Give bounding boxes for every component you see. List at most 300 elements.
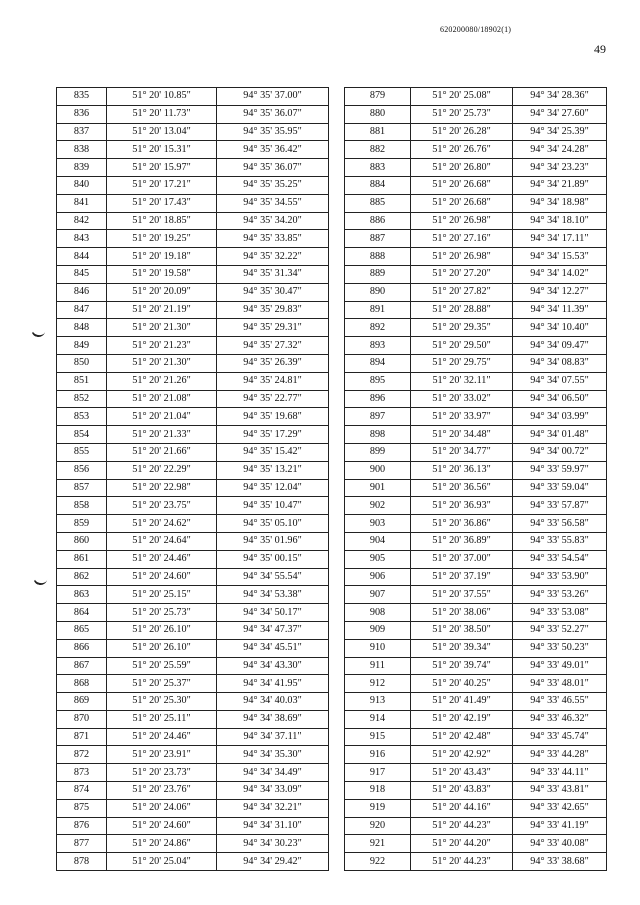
longitude-cell: 94° 35' 00.15": [217, 550, 329, 568]
point-number-cell: 886: [345, 212, 411, 230]
point-number-cell: 863: [57, 586, 107, 604]
latitude-cell: 51° 20' 26.68": [411, 176, 513, 194]
point-number-cell: 919: [345, 799, 411, 817]
latitude-cell: 51° 20' 44.23": [411, 817, 513, 835]
table-row: [345, 123, 607, 141]
longitude-cell: 94° 34' 34.49": [217, 764, 329, 782]
longitude-cell: 94° 35' 36.42": [217, 141, 329, 159]
latitude-cell: 51° 20' 19.58": [107, 265, 217, 283]
latitude-cell: 51° 20' 24.60": [107, 568, 217, 586]
longitude-cell: 94° 35' 01.96": [217, 532, 329, 550]
table-row: [57, 194, 329, 212]
point-number-cell: 895: [345, 372, 411, 390]
latitude-cell: 51° 20' 27.20": [411, 265, 513, 283]
latitude-cell: 51° 20' 20.09": [107, 283, 217, 301]
point-number-cell: 872: [57, 746, 107, 764]
longitude-cell: 94° 33' 41.19": [513, 817, 607, 835]
table-row: [57, 141, 329, 159]
point-number-cell: 835: [57, 88, 107, 106]
point-number-cell: 902: [345, 497, 411, 515]
latitude-cell: 51° 20' 19.18": [107, 248, 217, 266]
table-row: [345, 693, 607, 711]
point-number-cell: 836: [57, 105, 107, 123]
table-row: [345, 408, 607, 426]
longitude-cell: 94° 34' 18.98": [513, 194, 607, 212]
latitude-cell: 51° 20' 36.93": [411, 497, 513, 515]
latitude-cell: 51° 20' 24.46": [107, 550, 217, 568]
table-row: [345, 532, 607, 550]
latitude-cell: 51° 20' 24.06": [107, 799, 217, 817]
latitude-cell: 51° 20' 26.76": [411, 141, 513, 159]
latitude-cell: 51° 20' 44.23": [411, 853, 513, 871]
table-row: [345, 550, 607, 568]
table-row: [57, 728, 329, 746]
longitude-cell: 94° 35' 35.25": [217, 176, 329, 194]
latitude-cell: 51° 20' 27.16": [411, 230, 513, 248]
point-number-cell: 907: [345, 586, 411, 604]
table-row: [57, 159, 329, 177]
longitude-cell: 94° 33' 55.83": [513, 532, 607, 550]
point-number-cell: 849: [57, 337, 107, 355]
point-number-cell: 846: [57, 283, 107, 301]
table-row: [345, 657, 607, 675]
latitude-cell: 51° 20' 29.75": [411, 354, 513, 372]
latitude-cell: 51° 20' 24.86": [107, 835, 217, 853]
latitude-cell: 51° 20' 21.30": [107, 354, 217, 372]
latitude-cell: 51° 20' 22.98": [107, 479, 217, 497]
table-row: [57, 230, 329, 248]
point-number-cell: 883: [345, 159, 411, 177]
table-row: [57, 764, 329, 782]
longitude-cell: 94° 34' 50.17": [217, 604, 329, 622]
point-number-cell: 845: [57, 265, 107, 283]
longitude-cell: 94° 33' 42.65": [513, 799, 607, 817]
latitude-cell: 51° 20' 19.25": [107, 230, 217, 248]
point-number-cell: 855: [57, 443, 107, 461]
longitude-cell: 94° 33' 44.11": [513, 764, 607, 782]
latitude-cell: 51° 20' 26.10": [107, 621, 217, 639]
latitude-cell: 51° 20' 27.82": [411, 283, 513, 301]
latitude-cell: 51° 20' 33.97": [411, 408, 513, 426]
table-row: [345, 105, 607, 123]
table-row: [57, 835, 329, 853]
table-row: [57, 408, 329, 426]
latitude-cell: 51° 20' 42.19": [411, 710, 513, 728]
latitude-cell: 51° 20' 37.00": [411, 550, 513, 568]
table-row: [345, 728, 607, 746]
table-row: [345, 515, 607, 533]
longitude-cell: 94° 35' 36.07": [217, 105, 329, 123]
latitude-cell: 51° 20' 25.11": [107, 710, 217, 728]
table-row: [345, 604, 607, 622]
longitude-cell: 94° 35' 12.04": [217, 479, 329, 497]
point-number-cell: 881: [345, 123, 411, 141]
longitude-cell: 94° 35' 31.34": [217, 265, 329, 283]
table-row: [345, 675, 607, 693]
longitude-cell: 94° 34' 40.03": [217, 693, 329, 711]
latitude-cell: 51° 20' 18.85": [107, 212, 217, 230]
point-number-cell: 909: [345, 621, 411, 639]
point-number-cell: 897: [345, 408, 411, 426]
longitude-cell: 94° 35' 35.95": [217, 123, 329, 141]
point-number-cell: 842: [57, 212, 107, 230]
point-number-cell: 915: [345, 728, 411, 746]
table-row: [57, 693, 329, 711]
point-number-cell: 917: [345, 764, 411, 782]
latitude-cell: 51° 20' 28.88": [411, 301, 513, 319]
table-row: [57, 550, 329, 568]
table-row: [345, 176, 607, 194]
latitude-cell: 51° 20' 33.02": [411, 390, 513, 408]
latitude-cell: 51° 20' 42.92": [411, 746, 513, 764]
point-number-cell: 861: [57, 550, 107, 568]
longitude-cell: 94° 35' 19.68": [217, 408, 329, 426]
table-row: [345, 764, 607, 782]
point-number-cell: 891: [345, 301, 411, 319]
longitude-cell: 94° 34' 55.54": [217, 568, 329, 586]
latitude-cell: 51° 20' 34.48": [411, 426, 513, 444]
longitude-cell: 94° 33' 53.26": [513, 586, 607, 604]
longitude-cell: 94° 33' 46.55": [513, 693, 607, 711]
table-row: [345, 621, 607, 639]
table-row: [57, 817, 329, 835]
latitude-cell: 51° 20' 24.64": [107, 532, 217, 550]
longitude-cell: 94° 34' 27.60": [513, 105, 607, 123]
table-row: [57, 105, 329, 123]
longitude-cell: 94° 35' 32.22": [217, 248, 329, 266]
longitude-cell: 94° 35' 29.83": [217, 301, 329, 319]
latitude-cell: 51° 20' 24.46": [107, 728, 217, 746]
longitude-cell: 94° 33' 49.01": [513, 657, 607, 675]
latitude-cell: 51° 20' 13.04": [107, 123, 217, 141]
table-row: [57, 515, 329, 533]
latitude-cell: 51° 20' 23.75": [107, 497, 217, 515]
point-number-cell: 871: [57, 728, 107, 746]
table-row: [57, 248, 329, 266]
latitude-cell: 51° 20' 43.43": [411, 764, 513, 782]
longitude-cell: 94° 34' 01.48": [513, 426, 607, 444]
table-row: [57, 265, 329, 283]
longitude-cell: 94° 33' 54.54": [513, 550, 607, 568]
table-row: [345, 586, 607, 604]
point-number-cell: 901: [345, 479, 411, 497]
latitude-cell: 51° 20' 44.16": [411, 799, 513, 817]
latitude-cell: 51° 20' 23.76": [107, 782, 217, 800]
latitude-cell: 51° 20' 10.85": [107, 88, 217, 106]
longitude-cell: 94° 35' 10.47": [217, 497, 329, 515]
point-number-cell: 862: [57, 568, 107, 586]
point-number-cell: 838: [57, 141, 107, 159]
table-row: [345, 337, 607, 355]
point-number-cell: 888: [345, 248, 411, 266]
longitude-cell: 94° 35' 34.55": [217, 194, 329, 212]
latitude-cell: 51° 20' 21.08": [107, 390, 217, 408]
table-row: [57, 283, 329, 301]
longitude-cell: 94° 33' 53.90": [513, 568, 607, 586]
point-number-cell: 851: [57, 372, 107, 390]
longitude-cell: 94° 33' 43.81": [513, 782, 607, 800]
longitude-cell: 94° 34' 10.40": [513, 319, 607, 337]
table-row: [57, 123, 329, 141]
table-row: [345, 817, 607, 835]
point-number-cell: 858: [57, 497, 107, 515]
longitude-cell: 94° 34' 07.55": [513, 372, 607, 390]
longitude-cell: 94° 35' 34.20": [217, 212, 329, 230]
longitude-cell: 94° 33' 50.23": [513, 639, 607, 657]
latitude-cell: 51° 20' 21.33": [107, 426, 217, 444]
latitude-cell: 51° 20' 24.62": [107, 515, 217, 533]
point-number-cell: 874: [57, 782, 107, 800]
latitude-cell: 51° 20' 41.49": [411, 693, 513, 711]
latitude-cell: 51° 20' 25.37": [107, 675, 217, 693]
table-row: [57, 212, 329, 230]
table-row: [57, 301, 329, 319]
longitude-cell: 94° 34' 12.27": [513, 283, 607, 301]
table-row: [57, 319, 329, 337]
coordinates-table-right: [344, 87, 607, 871]
longitude-cell: 94° 34' 17.11": [513, 230, 607, 248]
latitude-cell: 51° 20' 22.29": [107, 461, 217, 479]
point-number-cell: 873: [57, 764, 107, 782]
latitude-cell: 51° 20' 15.97": [107, 159, 217, 177]
table-row: [345, 159, 607, 177]
point-number-cell: 900: [345, 461, 411, 479]
table-row: [345, 319, 607, 337]
table-row: [57, 390, 329, 408]
point-number-cell: 870: [57, 710, 107, 728]
point-number-cell: 869: [57, 693, 107, 711]
table-row: [345, 301, 607, 319]
longitude-cell: 94° 34' 33.09": [217, 782, 329, 800]
table-row: [57, 337, 329, 355]
latitude-cell: 51° 20' 25.73": [107, 604, 217, 622]
table-row: [57, 532, 329, 550]
longitude-cell: 94° 35' 26.39": [217, 354, 329, 372]
point-number-cell: 892: [345, 319, 411, 337]
point-number-cell: 903: [345, 515, 411, 533]
point-number-cell: 910: [345, 639, 411, 657]
latitude-cell: 51° 20' 21.19": [107, 301, 217, 319]
latitude-cell: 51° 20' 25.73": [411, 105, 513, 123]
point-number-cell: 859: [57, 515, 107, 533]
table-row: [345, 426, 607, 444]
longitude-cell: 94° 35' 15.42": [217, 443, 329, 461]
point-number-cell: 866: [57, 639, 107, 657]
latitude-cell: 51° 20' 37.19": [411, 568, 513, 586]
table-row: [57, 497, 329, 515]
longitude-cell: 94° 33' 57.87": [513, 497, 607, 515]
latitude-cell: 51° 20' 42.48": [411, 728, 513, 746]
longitude-cell: 94° 33' 40.08": [513, 835, 607, 853]
table-row: [57, 853, 329, 871]
longitude-cell: 94° 34' 18.10": [513, 212, 607, 230]
longitude-cell: 94° 35' 22.77": [217, 390, 329, 408]
latitude-cell: 51° 20' 36.86": [411, 515, 513, 533]
longitude-cell: 94° 34' 38.69": [217, 710, 329, 728]
longitude-cell: 94° 34' 31.10": [217, 817, 329, 835]
latitude-cell: 51° 20' 39.34": [411, 639, 513, 657]
table-row: [345, 853, 607, 871]
point-number-cell: 896: [345, 390, 411, 408]
latitude-cell: 51° 20' 26.98": [411, 212, 513, 230]
point-number-cell: 890: [345, 283, 411, 301]
longitude-cell: 94° 34' 00.72": [513, 443, 607, 461]
point-number-cell: 864: [57, 604, 107, 622]
table-row: [345, 230, 607, 248]
longitude-cell: 94° 34' 15.53": [513, 248, 607, 266]
table-row: [345, 265, 607, 283]
latitude-cell: 51° 20' 11.73": [107, 105, 217, 123]
latitude-cell: 51° 20' 26.98": [411, 248, 513, 266]
point-number-cell: 837: [57, 123, 107, 141]
point-number-cell: 887: [345, 230, 411, 248]
table-row: [57, 675, 329, 693]
point-number-cell: 911: [345, 657, 411, 675]
point-number-cell: 841: [57, 194, 107, 212]
longitude-cell: 94° 33' 56.58": [513, 515, 607, 533]
longitude-cell: 94° 34' 37.11": [217, 728, 329, 746]
longitude-cell: 94° 34' 08.83": [513, 354, 607, 372]
table-row: [345, 746, 607, 764]
latitude-cell: 51° 20' 29.35": [411, 319, 513, 337]
margin-mark: [30, 326, 46, 339]
point-number-cell: 904: [345, 532, 411, 550]
table-row: [57, 639, 329, 657]
table-row: [345, 568, 607, 586]
longitude-cell: 94° 34' 43.30": [217, 657, 329, 675]
longitude-cell: 94° 34' 32.21": [217, 799, 329, 817]
point-number-cell: 889: [345, 265, 411, 283]
table-row: [345, 283, 607, 301]
longitude-cell: 94° 34' 06.50": [513, 390, 607, 408]
latitude-cell: 51° 20' 44.20": [411, 835, 513, 853]
point-number-cell: 854: [57, 426, 107, 444]
table-row: [57, 657, 329, 675]
point-number-cell: 913: [345, 693, 411, 711]
latitude-cell: 51° 20' 21.30": [107, 319, 217, 337]
table-row: [57, 621, 329, 639]
point-number-cell: 882: [345, 141, 411, 159]
table-row: [345, 710, 607, 728]
point-number-cell: 880: [345, 105, 411, 123]
point-number-cell: 877: [57, 835, 107, 853]
table-row: [345, 799, 607, 817]
point-number-cell: 875: [57, 799, 107, 817]
point-number-cell: 847: [57, 301, 107, 319]
table-row: [57, 568, 329, 586]
point-number-cell: 852: [57, 390, 107, 408]
longitude-cell: 94° 34' 21.89": [513, 176, 607, 194]
point-number-cell: 918: [345, 782, 411, 800]
longitude-cell: 94° 35' 33.85": [217, 230, 329, 248]
point-number-cell: 844: [57, 248, 107, 266]
longitude-cell: 94° 34' 23.23": [513, 159, 607, 177]
point-number-cell: 884: [345, 176, 411, 194]
longitude-cell: 94° 33' 52.27": [513, 621, 607, 639]
latitude-cell: 51° 20' 25.59": [107, 657, 217, 675]
table-row: [345, 194, 607, 212]
table-row: [345, 497, 607, 515]
longitude-cell: 94° 33' 38.68": [513, 853, 607, 871]
longitude-cell: 94° 34' 30.23": [217, 835, 329, 853]
latitude-cell: 51° 20' 21.26": [107, 372, 217, 390]
longitude-cell: 94° 34' 09.47": [513, 337, 607, 355]
table-row: [345, 248, 607, 266]
latitude-cell: 51° 20' 38.50": [411, 621, 513, 639]
page-number: 49: [594, 42, 606, 56]
table-row: [57, 372, 329, 390]
longitude-cell: 94° 35' 27.32": [217, 337, 329, 355]
point-number-cell: 906: [345, 568, 411, 586]
point-number-cell: 922: [345, 853, 411, 871]
point-number-cell: 850: [57, 354, 107, 372]
longitude-cell: 94° 33' 46.32": [513, 710, 607, 728]
latitude-cell: 51° 20' 21.66": [107, 443, 217, 461]
longitude-cell: 94° 33' 45.74": [513, 728, 607, 746]
longitude-cell: 94° 33' 48.01": [513, 675, 607, 693]
table-row: [57, 443, 329, 461]
document-id: 620200080/18902(1): [440, 25, 512, 34]
point-number-cell: 908: [345, 604, 411, 622]
point-number-cell: 848: [57, 319, 107, 337]
longitude-cell: 94° 33' 59.04": [513, 479, 607, 497]
longitude-cell: 94° 35' 29.31": [217, 319, 329, 337]
latitude-cell: 51° 20' 36.13": [411, 461, 513, 479]
longitude-cell: 94° 34' 47.37": [217, 621, 329, 639]
longitude-cell: 94° 35' 13.21": [217, 461, 329, 479]
point-number-cell: 920: [345, 817, 411, 835]
latitude-cell: 51° 20' 40.25": [411, 675, 513, 693]
table-row: [345, 479, 607, 497]
table-row: [57, 799, 329, 817]
point-number-cell: 885: [345, 194, 411, 212]
longitude-cell: 94° 35' 17.29": [217, 426, 329, 444]
point-number-cell: 879: [345, 88, 411, 106]
table-row: [57, 710, 329, 728]
latitude-cell: 51° 20' 26.10": [107, 639, 217, 657]
table-row: [345, 372, 607, 390]
latitude-cell: 51° 20' 21.04": [107, 408, 217, 426]
longitude-cell: 94° 34' 11.39": [513, 301, 607, 319]
point-number-cell: 867: [57, 657, 107, 675]
latitude-cell: 51° 20' 36.89": [411, 532, 513, 550]
longitude-cell: 94° 34' 24.28": [513, 141, 607, 159]
point-number-cell: 840: [57, 176, 107, 194]
latitude-cell: 51° 20' 39.74": [411, 657, 513, 675]
longitude-cell: 94° 34' 14.02": [513, 265, 607, 283]
latitude-cell: 51° 20' 26.28": [411, 123, 513, 141]
latitude-cell: 51° 20' 38.06": [411, 604, 513, 622]
longitude-cell: 94° 34' 29.42": [217, 853, 329, 871]
longitude-cell: 94° 33' 59.97": [513, 461, 607, 479]
point-number-cell: 856: [57, 461, 107, 479]
longitude-cell: 94° 34' 45.51": [217, 639, 329, 657]
point-number-cell: 878: [57, 853, 107, 871]
point-number-cell: 912: [345, 675, 411, 693]
point-number-cell: 868: [57, 675, 107, 693]
point-number-cell: 860: [57, 532, 107, 550]
longitude-cell: 94° 34' 03.99": [513, 408, 607, 426]
table-row: [57, 782, 329, 800]
coordinates-table-left: [56, 87, 329, 871]
point-number-cell: 843: [57, 230, 107, 248]
latitude-cell: 51° 20' 24.60": [107, 817, 217, 835]
table-row: [345, 88, 607, 106]
table-row: [345, 443, 607, 461]
table-row: [57, 426, 329, 444]
latitude-cell: 51° 20' 37.55": [411, 586, 513, 604]
point-number-cell: 893: [345, 337, 411, 355]
